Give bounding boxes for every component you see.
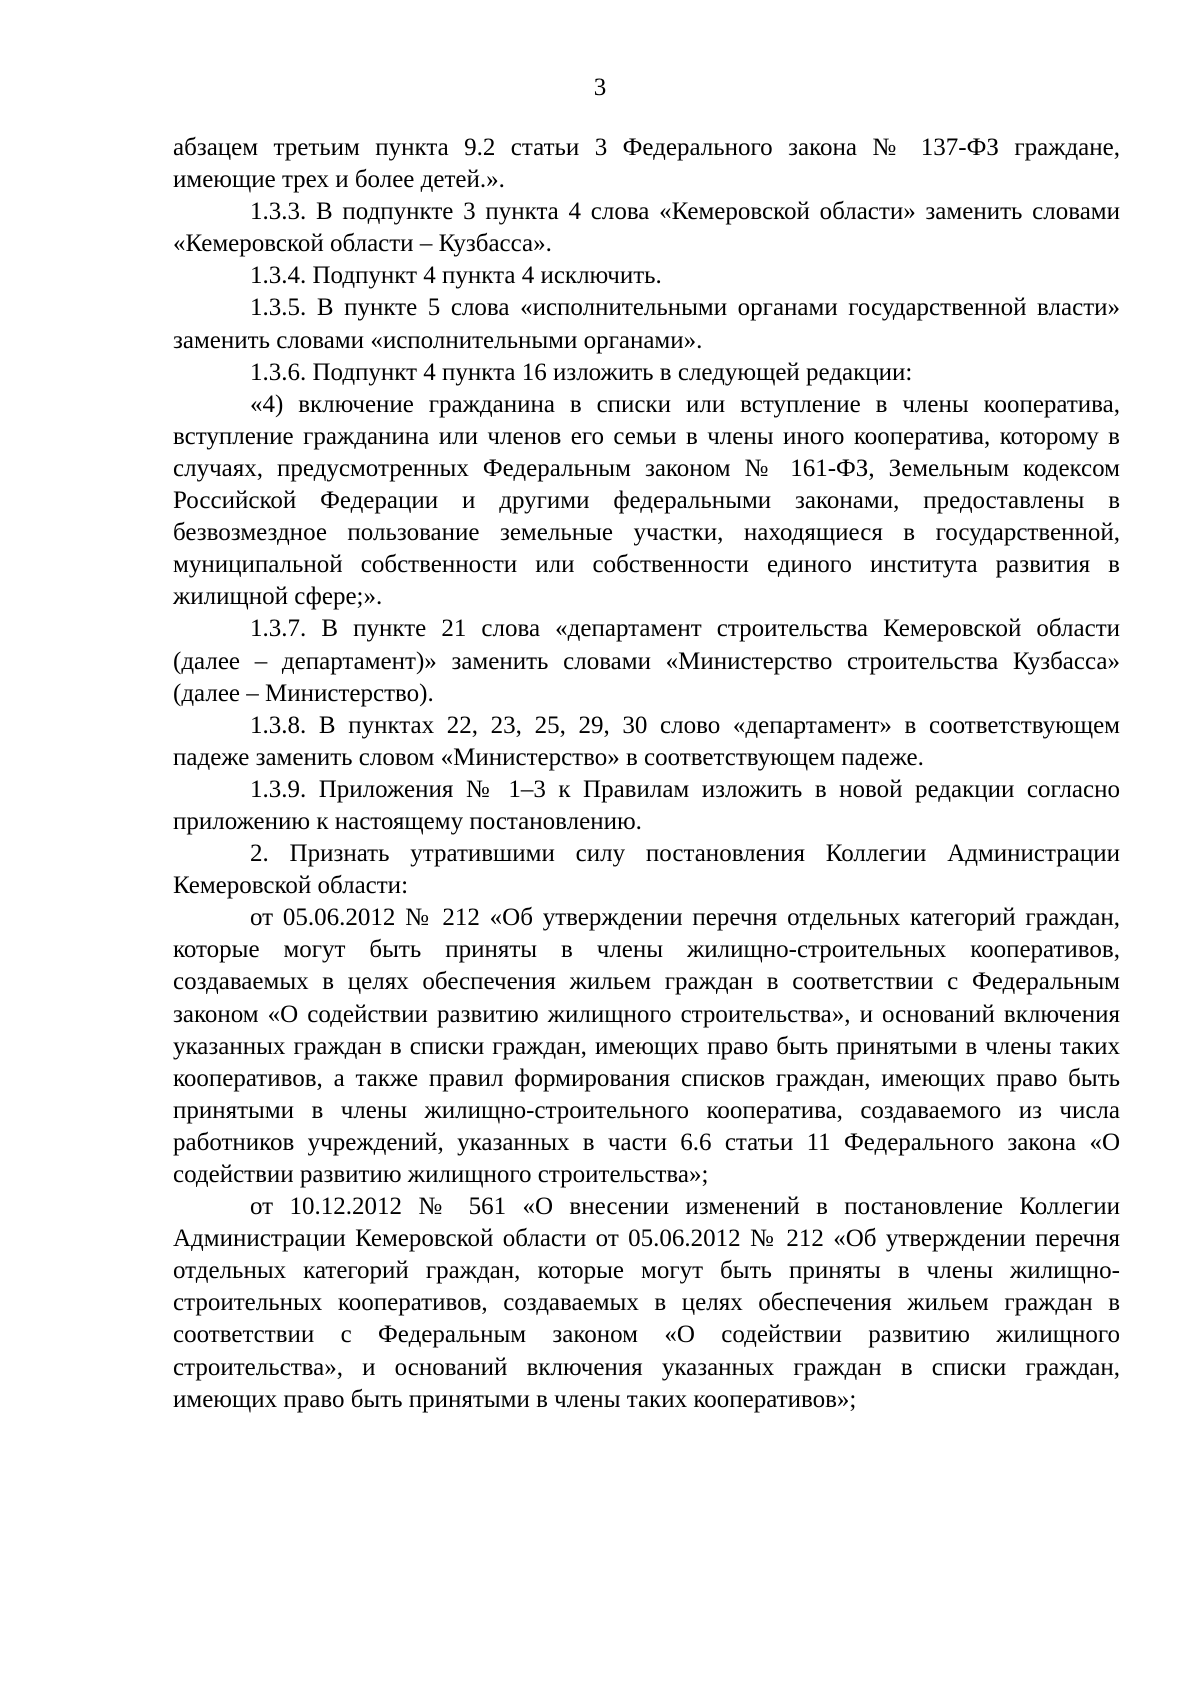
- paragraph: 1.3.9. Приложения № 1–3 к Правилам изложить в новой редакции согласно приложению к настоящему постановлению.: [173, 775, 1120, 835]
- paragraph: 1.3.8. В пунктах 22, 23, 25, 29, 30 слово «департамент» в соответствующем падеже заменить словом «Министерство» в соответствующем падеже.: [173, 711, 1120, 771]
- paragraph: 1.3.3. В подпункте 3 пункта 4 слова «Кемеровской области» заменить словами «Кемеровской области – Кузбасса».: [173, 198, 1120, 258]
- paragraph: абзацем третьим пункта 9.2 статьи 3 Федерального закона № 137-ФЗ граждане, имеющие трех и более детей.».: [173, 134, 1120, 194]
- paragraph: от 10.12.2012 № 561 «О внесении изменений в постановление Коллегии Администрации Кемеровской области от 05.06.2012 № 212 «Об утверждении перечня отдельных категорий граждан, которые могут быть приняты в члены жилищно-строительных кооперативов, создаваемых в целях обеспечения жильем граждан в соответствии с Федеральным законом «О содействии развитию жилищного строительства», и оснований включения указанных граждан в списки граждан, имеющих право быть принятыми в члены таких кооперативов»;: [173, 1193, 1120, 1413]
- paragraph: 1.3.6. Подпункт 4 пункта 16 изложить в следующей редакции:: [250, 358, 913, 386]
- paragraph: 1.3.4. Подпункт 4 пункта 4 исключить.: [250, 262, 662, 290]
- document-body: [173, 132, 1120, 1416]
- paragraph: 2. Признать утратившими силу постановления Коллегии Администрации Кемеровской области:: [173, 840, 1120, 900]
- paragraph: 1.3.5. В пункте 5 слова «исполнительными органами государственной власти» заменить словами «исполнительными органами».: [173, 294, 1120, 354]
- paragraph: от 05.06.2012 № 212 «Об утверждении перечня отдельных категорий граждан, которые могут быть приняты в члены жилищно-строительных кооперативов, создаваемых в целях обеспечения жильем граждан в соответствии с Федеральным законом «О содействии развитию жилищного строительства», и оснований включения указанных граждан в списки граждан, имеющих право быть принятыми в члены таких кооперативов, а также правил формирования списков граждан, имеющих право быть принятыми в члены жилищно-строительного кооператива, создаваемого из числа работников учреждений, указанных в части 6.6 статьи 11 Федерального закона «О содействии развитию жилищного строительства»;: [173, 904, 1120, 1188]
- paragraph: 1.3.7. В пункте 21 слова «департамент строительства Кемеровской области (далее – департамент)» заменить словами «Министерство строительства Кузбасса» (далее – Министерство).: [173, 615, 1120, 707]
- page-number: 3: [593, 74, 607, 101]
- paragraph: «4) включение гражданина в списки или вступление в члены кооператива, вступление гражданина или членов его семьи в члены иного кооператива, которому в случаях, предусмотренных Федеральным законом № 161-ФЗ, Земельным кодексом Российской Федерации и другими федеральными законами, предоставлены в безвозмездное пользование земельные участки, находящиеся в государственной, муниципальной собственности или собственности единого института развития в жилищной сфере;».: [173, 390, 1120, 611]
